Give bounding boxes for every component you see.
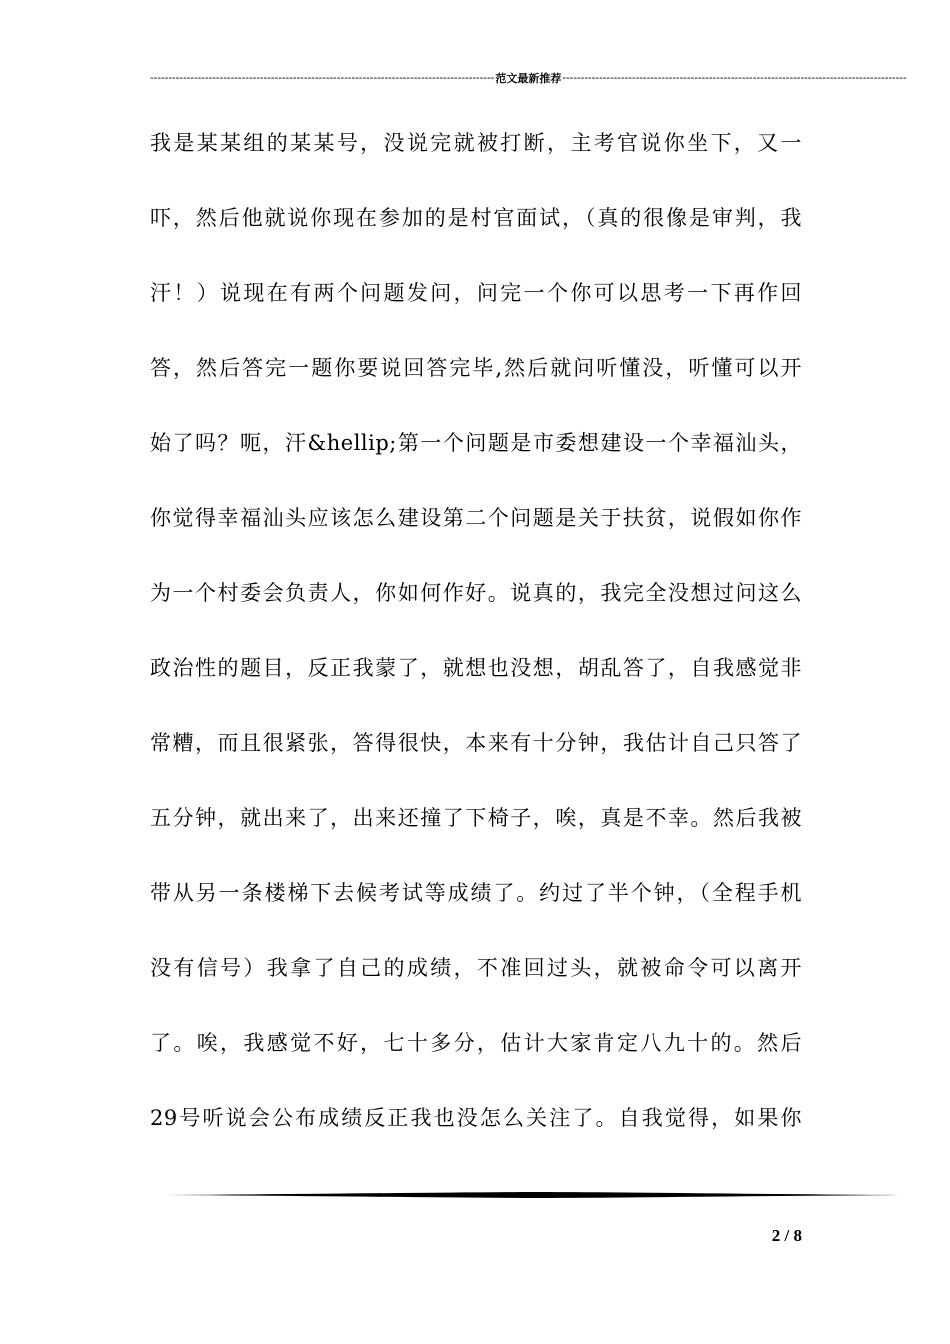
footer-divider bbox=[165, 1189, 910, 1201]
body-line: 29号听说会公布成绩反正我也没怎么关注了。自我觉得，如果你 bbox=[150, 1106, 802, 1130]
header-right-rule: ---------------------------------------------------------------------------------------------- bbox=[562, 72, 907, 84]
body-line: 常糟，而且很紧张，答得很快，本来有十分钟，我估计自己只答了 bbox=[150, 731, 802, 755]
body-line: 带从另一条楼梯下去候考试等成绩了。约过了半个钟，（全程手机 bbox=[150, 881, 802, 905]
page-number: 2 / 8 bbox=[771, 1226, 802, 1245]
body-line: 五分钟，就出来了，出来还撞了下椅子，唉，真是不幸。然后我被 bbox=[150, 806, 802, 830]
body-line: 汗！）说现在有两个问题发问，问完一个你可以思考一下再作回 bbox=[150, 281, 802, 305]
header-left-rule: ---------------------------------------------------------------------------------------------- bbox=[150, 72, 495, 84]
body-line: 为一个村委会负责人，你如何作好。说真的，我完全没想过问这么 bbox=[150, 581, 802, 605]
body-line: 始了吗？呃，汗&hellip;第一个问题是市委想建设一个幸福汕头， bbox=[150, 431, 802, 455]
body-line: 政治性的题目，反正我蒙了，就想也没想，胡乱答了，自我感觉非 bbox=[150, 656, 802, 680]
body-line: 没有信号）我拿了自己的成绩，不准回过头，就被命令可以离开 bbox=[150, 956, 802, 980]
body-line: 我是某某组的某某号，没说完就被打断，主考官说你坐下，又一 bbox=[150, 131, 802, 155]
body-line: 你觉得幸福汕头应该怎么建设第二个问题是关于扶贫，说假如你作 bbox=[150, 506, 802, 530]
body-line: 了。唉，我感觉不好，七十多分，估计大家肯定八九十的。然后 bbox=[150, 1031, 802, 1055]
document-body bbox=[150, 125, 802, 1175]
body-line: 答，然后答完一题你要说回答完毕,然后就问听懂没，听懂可以开 bbox=[150, 356, 802, 380]
body-line: 吓，然后他就说你现在参加的是村官面试，（真的很像是审判，我 bbox=[150, 206, 802, 230]
header-title: 范文最新推荐 bbox=[495, 73, 562, 85]
page-header bbox=[150, 68, 907, 88]
